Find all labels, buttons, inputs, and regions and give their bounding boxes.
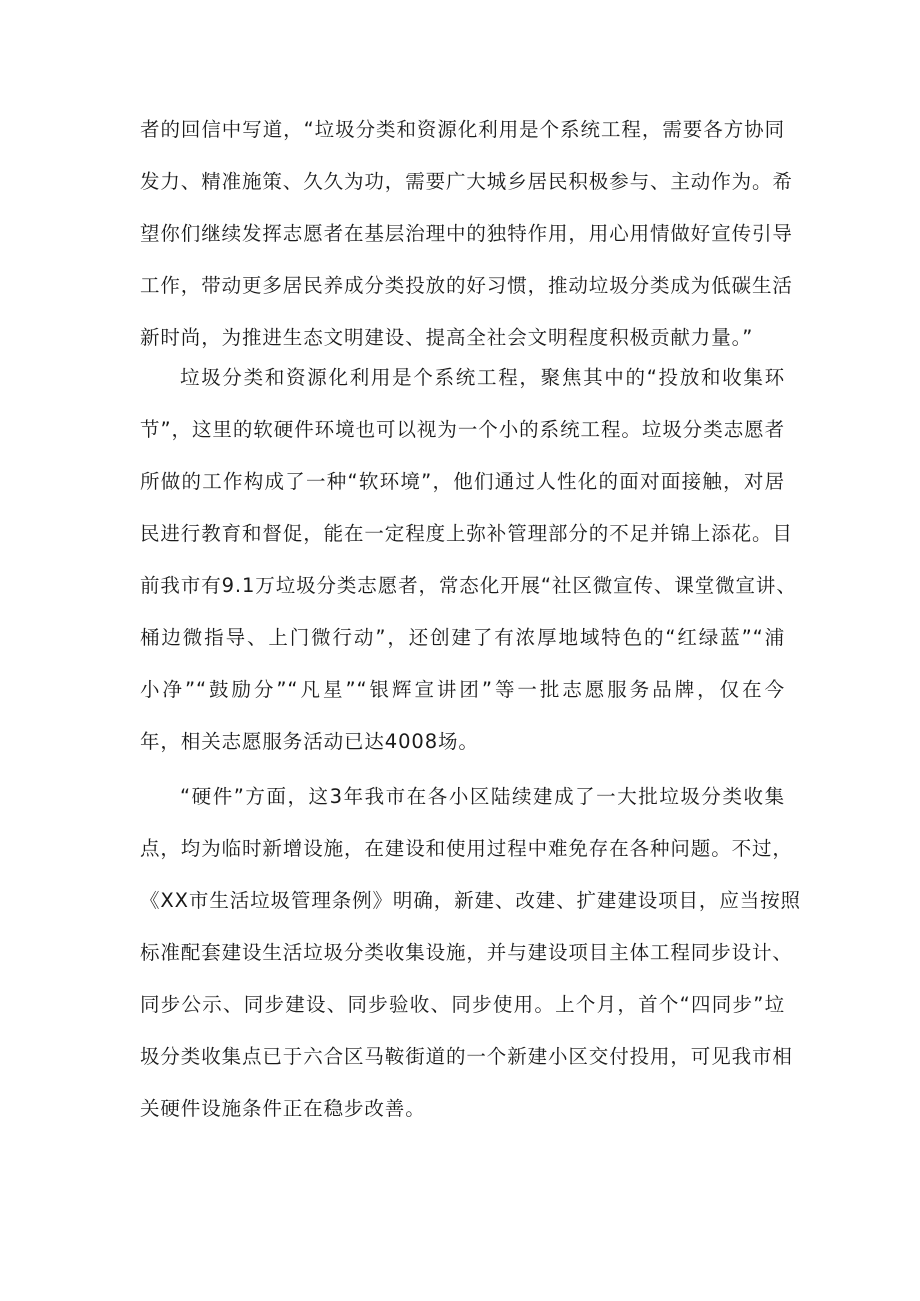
text-line: 《XX市生活垃圾管理条例》明确，新建、改建、扩建建设项目，应当按照 bbox=[140, 889, 801, 912]
paragraph-2 bbox=[140, 352, 797, 768]
text-line: 关硬件设施条件正在稳步改善。 bbox=[140, 1097, 426, 1120]
text-line: 望你们继续发挥志愿者在基层治理中的独特作用，用心用情做好宣传引导 bbox=[140, 222, 793, 245]
paragraph-1 bbox=[140, 104, 793, 364]
text-line: 者的回信中写道，“垃圾分类和资源化利用是个系统工程，需要各方协同 bbox=[140, 118, 785, 141]
text-line: 工作，带动更多居民养成分类投放的好习惯，推动垃圾分类成为低碳生活 bbox=[140, 274, 793, 297]
text-line: 民进行教育和督促，能在一定程度上弥补管理部分的不足并锦上添花。目 bbox=[140, 522, 793, 545]
text-line: “硬件”方面，这3年我市在各小区陆续建成了一大批垃圾分类收集 bbox=[180, 785, 785, 808]
text-line: 新时尚，为推进生态文明建设、提高全社会文明程度积极贡献力量。” bbox=[140, 326, 754, 349]
text-line: 年，相关志愿服务活动已达4008场。 bbox=[140, 730, 479, 753]
text-line: 标准配套建设生活垃圾分类收集设施，并与建设项目主体工程同步设计、 bbox=[140, 941, 793, 964]
text-line: 发力、精准施策、久久为功，需要广大城乡居民积极参与、主动作为。希 bbox=[140, 170, 793, 193]
text-line: 所做的工作构成了一种“软环境”，他们通过人性化的面对面接触，对居 bbox=[140, 470, 785, 493]
paragraph-3 bbox=[140, 771, 801, 1135]
text-line: 点，均为临时新增设施，在建设和使用过程中难免存在各种问题。不过， bbox=[140, 837, 793, 860]
text-line: 桶边微指导、上门微行动”，还创建了有浓厚地域特色的“红绿蓝”“浦 bbox=[140, 626, 785, 649]
text-line: 节”，这里的软硬件环境也可以视为一个小的系统工程。垃圾分类志愿者 bbox=[140, 418, 785, 441]
text-line: 同步公示、同步建设、同步验收、同步使用。上个月，首个“四同步”垃 bbox=[140, 993, 785, 1016]
text-line: 小净”“鼓励分”“凡星”“银辉宣讲团”等一批志愿服务品牌，仅在今 bbox=[140, 678, 785, 701]
text-line: 垃圾分类和资源化利用是个系统工程，聚焦其中的“投放和收集环 bbox=[180, 366, 785, 389]
text-line: 前我市有9.1万垃圾分类志愿者，常态化开展“社区微宣传、课堂微宣讲、 bbox=[140, 574, 797, 597]
text-line: 圾分类收集点已于六合区马鞍街道的一个新建小区交付投用，可见我市相 bbox=[140, 1045, 793, 1068]
